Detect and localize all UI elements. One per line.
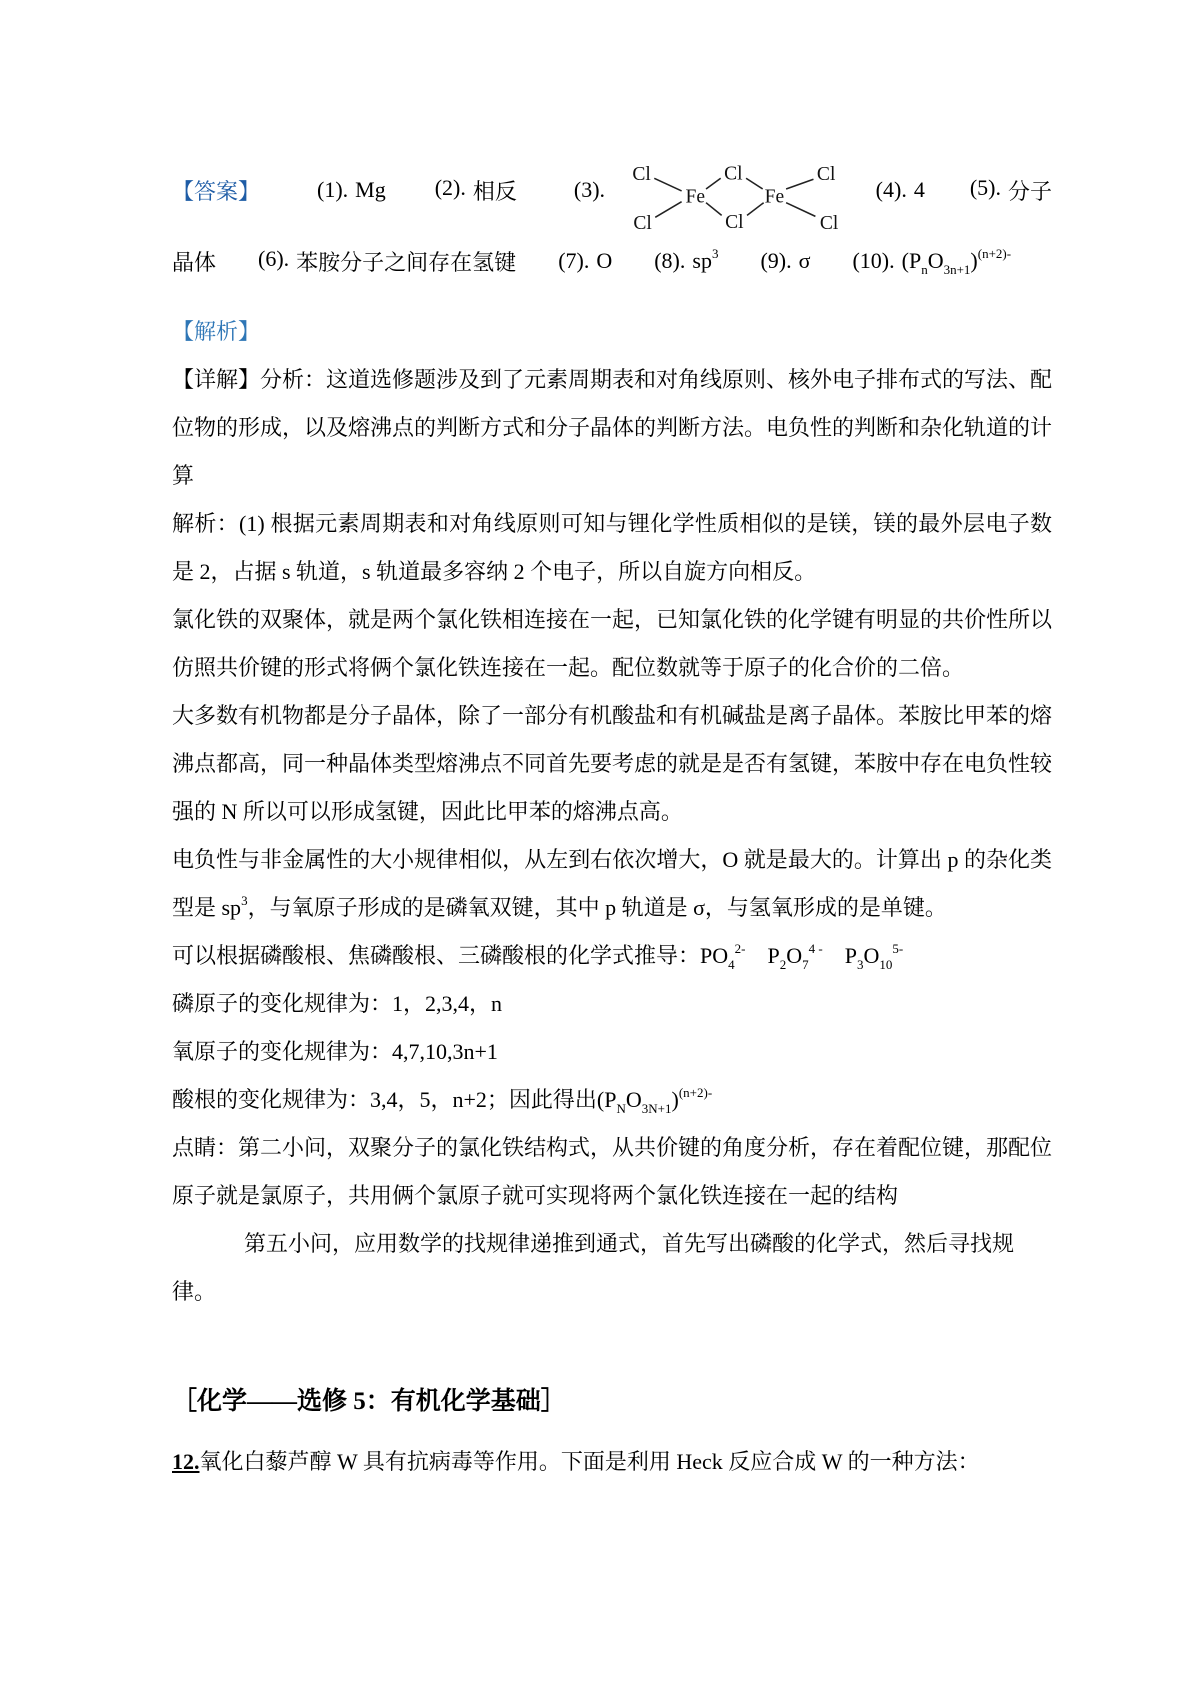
answer-item-number: (6). (258, 245, 290, 271)
question-number: 12. (172, 1449, 200, 1474)
answer-item-4 (876, 177, 925, 203)
answer-item-text: 苯胺分子之间存在氢键 (296, 249, 517, 275)
answer-item-text: O (596, 248, 613, 273)
answer-label: 【答案】 (172, 178, 261, 204)
answer-item-number: (7). (558, 248, 590, 273)
analysis-paragraph-11: 第五小问，应用数学的找规律递推到通式，首先写出磷酸的化学式，然后寻找规律。 (172, 1231, 1015, 1304)
analysis-paragraph-1: 【详解】分析：这道选修题涉及到了元素周期表和对角线原则、核外电子排布式的写法、配位物的形成，以及熔沸点的判断方式和分子晶体的判断方法。电负性的判断和杂化轨道的计算 (172, 367, 1053, 488)
answer-item-3 (574, 177, 612, 203)
analysis-paragraph-10: 点睛：第二小问，双聚分子的氯化铁结构式，从共价键的角度分析，存在着配位键，那配位原子就是氯原子，共用俩个氯原子就可实现将两个氯化铁连接在一起的结构 (172, 1135, 1053, 1208)
answer-item-8 (654, 245, 719, 274)
cl-atom-label: Cl (633, 213, 652, 235)
answer-item-number: (9). (760, 248, 792, 273)
section-header: ［化学——选修 5：有机化学基础］ (172, 1388, 566, 1415)
fe-atom-label: Fe (764, 186, 785, 208)
answer-item-number: (8). (654, 248, 686, 273)
analysis-paragraph-6: 可以根据磷酸根、焦磷酸根、三磷酸根的化学式推导：$PO_4^{2-}$ $P_2O_7^{4 -}$ $P_3O_{10}^{5-}$ (172, 940, 904, 973)
answer-item-text: 相反 (472, 178, 517, 204)
analysis-paragraph-3: 氯化铁的双聚体，就是两个氯化铁相连接在一起，已知氯化铁的化学键有明显的共价性所以仿照共价键的形式将俩个氯化铁连接在一起。配位数就等于原子的化合价的二倍。 (172, 607, 1053, 680)
answer-row-1 (172, 142, 1052, 238)
answer-item-9 (760, 248, 810, 274)
question-text: 氧化白藜芦醇 W 具有抗病毒等作用。下面是利用 Heck 反应合成 W 的一种方法： (199, 1449, 980, 1474)
answer-item-7 (558, 248, 612, 274)
question-12 (172, 1438, 1052, 1486)
answer-item-number: (2). (434, 174, 466, 200)
cl-atom-label: Cl (632, 164, 651, 186)
answer-item-number: (4). (875, 177, 907, 202)
answer-item-text: $(P_nO_{3n+1})^{(n+2)-}$ (901, 245, 1012, 278)
answer-item-text: 分子 (1007, 178, 1052, 204)
answer-item-number: (1). (317, 177, 349, 202)
cl-atom-label: Cl (724, 163, 743, 185)
answer-item-text: 4 (913, 177, 925, 202)
analysis-paragraph-4: 大多数有机物都是分子晶体，除了一部分有机酸盐和有机碱盐是离子晶体。苯胺比甲苯的熔沸点都高，同一种晶体类型熔沸点不同首先要考虑的就是是否有氢键，苯胺中存在电负性较强的 N 所以可以形成氢键，因此比甲苯的熔沸点高。 (172, 703, 1053, 824)
answer-item-number: (10). (852, 248, 895, 273)
answer-item-5-continued: 晶体 (172, 249, 217, 275)
answer-item-number: (3). (573, 177, 606, 202)
answer-item-text: σ (798, 248, 811, 273)
cl-atom-label: Cl (816, 164, 836, 186)
answer-item-number: (5). (969, 174, 1001, 200)
cl-atom-label: Cl (819, 213, 839, 235)
analysis-paragraph-9: 酸根的变化规律为：3,4，5，n+2；因此得出$(P_NO_{3N+1})^{(n+2)-}$ (172, 1084, 713, 1117)
answer-item-10 (852, 245, 1012, 278)
answer-item-text: Mg (355, 177, 386, 202)
analysis-paragraph-2: 解析：(1) 根据元素周期表和对角线原则可知与锂化学性质相似的是镁，镁的最外层电子数是 2，占据 s 轨道，s 轨道最多容纳 2 个电子，所以自旋方向相反。 (172, 511, 1052, 584)
fe-atom-label: Fe (685, 186, 706, 208)
answer-item-2 (435, 175, 517, 206)
answer-row-2 (172, 238, 1052, 284)
cl-atom-label: Cl (725, 212, 744, 234)
answer-item-6 (258, 246, 516, 277)
answer-item-1 (317, 177, 386, 203)
analysis-label: 【解析】 (172, 319, 261, 344)
analysis-paragraph-7: 磷原子的变化规律为：1，2,3,4，n (172, 991, 503, 1016)
analysis-paragraph-8: 氧原子的变化规律为：4,7,10,3n+1 (172, 1039, 498, 1064)
answer-item-text: $sp^3$ (692, 245, 719, 273)
fecl3-dimer-structure (624, 142, 849, 238)
answer-item-5 (970, 175, 1052, 206)
analysis-paragraph-5: 电负性与非金属性的大小规律相似，从左到右依次增大，O 就是最大的。计算出 p 的杂化类型是 $sp^3$，与氧原子形成的是磷氧双键，其中 p 轨道是 σ，与氢氧形成的是单键。 (172, 847, 1052, 920)
